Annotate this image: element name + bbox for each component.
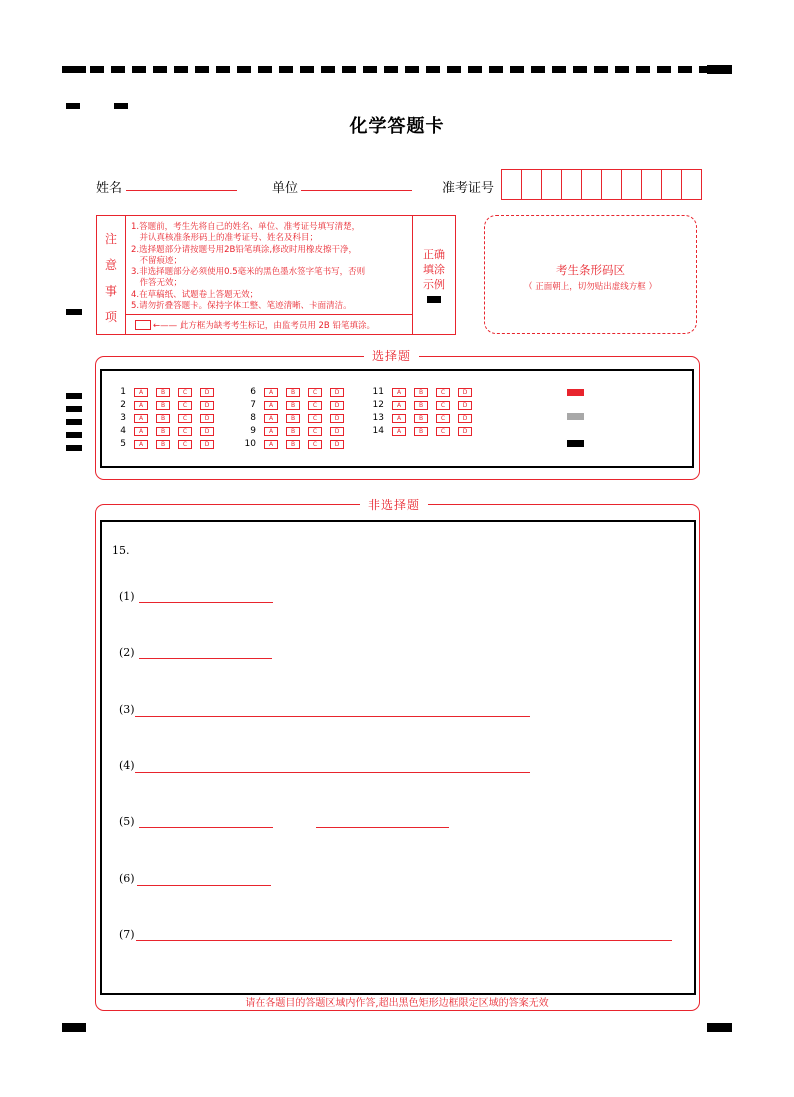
answer-bubble[interactable]: C: [436, 401, 450, 410]
answer-bubble[interactable]: C: [308, 427, 322, 436]
name-field[interactable]: [126, 190, 237, 191]
unit-field[interactable]: [301, 190, 412, 191]
answer-bubble[interactable]: C: [308, 388, 322, 397]
timing-marks-top: [62, 66, 732, 75]
answer-bubble[interactable]: C: [308, 414, 322, 423]
answer-bubble[interactable]: B: [414, 388, 428, 397]
answer-bubble[interactable]: B: [286, 440, 300, 449]
timing-mark: [66, 393, 82, 399]
answer-bubble[interactable]: D: [330, 440, 344, 449]
timing-mark: [66, 432, 82, 438]
answer-bubble[interactable]: A: [392, 401, 406, 410]
answer-bubble[interactable]: B: [414, 401, 428, 410]
answer-bubble[interactable]: D: [458, 401, 472, 410]
answer-bubble[interactable]: D: [330, 388, 344, 397]
answer-bubble[interactable]: A: [392, 427, 406, 436]
question-number-label: 4: [120, 426, 126, 436]
answer-bubble[interactable]: D: [200, 427, 214, 436]
answer-bubble[interactable]: D: [200, 401, 214, 410]
question-number-label: 8: [250, 413, 256, 423]
barcode-title: 考生条形码区: [556, 263, 625, 277]
answer-line[interactable]: [139, 827, 273, 828]
question-number: 15.: [112, 544, 130, 557]
name-label: 姓名: [96, 181, 123, 196]
answer-bubble[interactable]: B: [286, 427, 300, 436]
answer-bubble[interactable]: A: [264, 414, 278, 423]
notice-box: [96, 215, 456, 335]
answer-bubble[interactable]: B: [286, 414, 300, 423]
barcode-subtitle: （ 正面朝上，切勿贴出虚线方框 ）: [524, 282, 657, 292]
free-answer-area: [100, 520, 696, 995]
answer-line[interactable]: [137, 885, 271, 886]
question-number-label: 14: [372, 426, 384, 436]
answer-bubble[interactable]: A: [134, 401, 148, 410]
answer-bubble[interactable]: D: [330, 401, 344, 410]
answer-bubble[interactable]: A: [134, 414, 148, 423]
answer-bubble[interactable]: D: [200, 440, 214, 449]
answer-bubble[interactable]: D: [200, 414, 214, 423]
answer-bubble[interactable]: C: [178, 388, 192, 397]
answer-bubble[interactable]: C: [178, 414, 192, 423]
answer-bubble[interactable]: C: [178, 401, 192, 410]
answer-bubble[interactable]: C: [178, 440, 192, 449]
answer-bubble[interactable]: D: [458, 388, 472, 397]
answer-bubble[interactable]: C: [308, 440, 322, 449]
sub-question-label: (3): [119, 703, 135, 716]
footer-note: 请在各题目的答题区域内作答,超出黑色矩形边框限定区域的答案无效: [245, 998, 549, 1009]
answer-line[interactable]: [136, 940, 672, 941]
timing-mark: [707, 1023, 732, 1032]
answer-bubble[interactable]: A: [264, 427, 278, 436]
answer-line[interactable]: [139, 658, 272, 659]
sub-question-label: (5): [119, 815, 135, 828]
answer-bubble[interactable]: B: [286, 388, 300, 397]
answer-bubble[interactable]: B: [156, 388, 170, 397]
fill-example: 正确 填涂 示例: [412, 216, 455, 334]
sub-question-label: (4): [119, 759, 135, 772]
answer-bubble[interactable]: C: [436, 414, 450, 423]
question-number-label: 5: [120, 439, 126, 449]
barcode-area: [484, 215, 697, 334]
timing-mark: [66, 309, 82, 315]
answer-bubble[interactable]: B: [414, 427, 428, 436]
answer-bubble[interactable]: D: [330, 414, 344, 423]
answer-bubble[interactable]: A: [264, 388, 278, 397]
answer-bubble[interactable]: A: [134, 388, 148, 397]
answer-bubble[interactable]: D: [458, 414, 472, 423]
absent-note: ←—— 此方框为缺考考生标记，由监考员用 2B 铅笔填涂。: [153, 321, 375, 331]
legend-swatch: [567, 413, 584, 420]
question-number-label: 3: [120, 413, 126, 423]
page-title: 化学答题卡: [349, 116, 445, 137]
answer-bubble[interactable]: D: [200, 388, 214, 397]
question-number-label: 9: [250, 426, 256, 436]
answer-bubble[interactable]: A: [134, 427, 148, 436]
timing-mark: [66, 406, 82, 412]
answer-bubble[interactable]: B: [414, 414, 428, 423]
answer-bubble[interactable]: B: [286, 401, 300, 410]
timing-mark: [66, 103, 80, 109]
timing-mark: [114, 103, 128, 109]
answer-line[interactable]: [316, 827, 449, 828]
answer-bubble[interactable]: A: [264, 440, 278, 449]
sub-question-label: (7): [119, 928, 135, 941]
answer-bubble[interactable]: A: [392, 414, 406, 423]
question-number-label: 6: [250, 387, 256, 397]
answer-bubble[interactable]: B: [156, 401, 170, 410]
answer-bubble[interactable]: B: [156, 427, 170, 436]
sub-question-label: (1): [119, 590, 135, 603]
answer-bubble[interactable]: D: [330, 427, 344, 436]
answer-bubble[interactable]: C: [178, 427, 192, 436]
legend-swatch: [567, 389, 584, 396]
sub-question-label: (2): [119, 646, 135, 659]
answer-bubble[interactable]: B: [156, 414, 170, 423]
answer-line[interactable]: [135, 716, 530, 717]
timing-mark: [66, 419, 82, 425]
answer-line[interactable]: [135, 772, 530, 773]
absent-mark-box[interactable]: [135, 320, 151, 330]
timing-mark: [66, 445, 82, 451]
answer-bubble[interactable]: C: [436, 388, 450, 397]
legend-swatch: [567, 440, 584, 447]
question-number-label: 1: [120, 387, 126, 397]
question-number-label: 13: [372, 413, 384, 423]
fill-example-swatch: [427, 296, 441, 303]
answer-bubble[interactable]: A: [264, 401, 278, 410]
question-number-label: 12: [372, 400, 384, 410]
answer-bubble[interactable]: A: [392, 388, 406, 397]
timing-mark: [62, 1023, 86, 1032]
answer-bubble[interactable]: C: [436, 427, 450, 436]
question-number-label: 10: [244, 439, 256, 449]
unit-label: 单位: [272, 181, 299, 196]
answer-bubble[interactable]: B: [156, 440, 170, 449]
free-section-title: 非选择题: [360, 496, 428, 513]
answer-bubble[interactable]: D: [458, 427, 472, 436]
question-number-label: 11: [372, 387, 384, 397]
answer-bubble[interactable]: A: [134, 440, 148, 449]
answer-bubble[interactable]: C: [308, 401, 322, 410]
question-number-label: 7: [250, 400, 256, 410]
id-number-grid[interactable]: [501, 169, 702, 200]
id-label: 准考证号: [442, 181, 495, 196]
answer-line[interactable]: [139, 602, 273, 603]
sub-question-label: (6): [119, 872, 135, 885]
notice-rules: 1.答题前，考生先将自己的姓名、单位、准考证号填写清楚， 并认真核准条形码上的准考证号、姓名及科目； 2.选择题部分请按题号用2B铅笔填涂,修改时用橡皮擦干净， 不留痕迹； 3.非选择题部分必须使用0.5毫米的黑色墨水签字笔书写，否则 作答无效； 4.在草稿纸、试题卷上答题无效； 5.请勿折叠答题卡。保持字体工整、笔迹清晰、卡面清洁。: [131, 222, 366, 312]
mc-section-title: 选择题: [364, 347, 419, 364]
question-number-label: 2: [120, 400, 126, 410]
notice-heading: 注 意 事 项: [97, 216, 126, 334]
